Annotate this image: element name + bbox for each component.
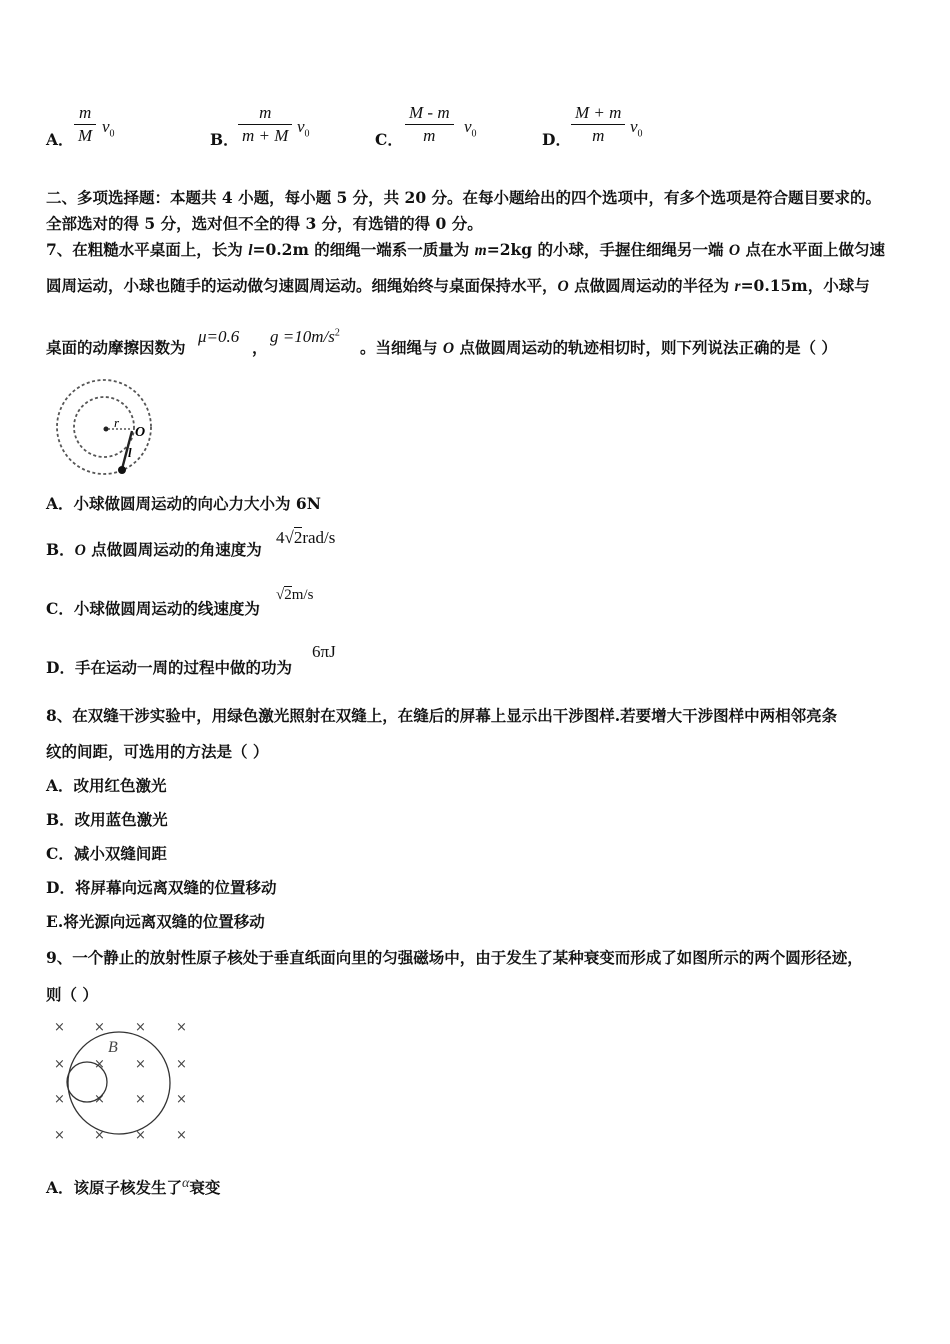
text: A．该原子核发生了 [46,1178,183,1197]
inner-circle [74,397,134,457]
cross-mark: × [54,1057,65,1072]
coef: 4 [276,528,285,547]
q9-field-diagram [48,1015,198,1150]
numerator: M + m [571,102,625,125]
denominator: m [592,126,605,145]
section2-line2: 全部选对的得 5 分，选对但不全的得 3 分，有选错的得 0 分。 [46,214,483,233]
label-O: O [135,425,146,440]
v-symbol: v [102,117,110,136]
g-text: g =10m/s [270,327,335,346]
cross-mark: × [176,1128,187,1143]
numerator: M - m [405,102,454,125]
q6-option-b-fraction [238,102,292,147]
cross-mark: × [54,1128,65,1143]
radicand: 2 [293,528,303,547]
q6-option-b-label[interactable]: B． [210,130,239,149]
var-O: O [74,542,86,559]
q6-option-c-fraction [405,102,454,147]
v-subscript: 0 [304,128,310,140]
label: B． [46,540,75,559]
text: 桌面的动摩擦因数为 [46,338,186,357]
q7-line2 [46,274,870,296]
unit: m/s [291,587,314,603]
q7-circle-diagram [50,375,160,480]
q8-line1: 8、在双缝干涉实验中，用绿色激光照射在双缝上，在缝后的屏幕上显示出干涉图样.若要增大干涉图样中两相邻亮条 [46,706,838,725]
numerator: m [238,102,292,125]
q8-option-b[interactable]: B．改用蓝色激光 [46,810,168,829]
cross-mark: × [176,1020,187,1035]
g-exponent: 2 [334,327,340,339]
text: =0.2m 的细绳一端系一质量为 [252,240,475,259]
small-track [67,1062,107,1102]
cross-mark: × [135,1128,146,1143]
q6-option-a-velocity [102,117,115,139]
q9-line1: 9、一个静止的放射性原子核处于垂直纸面向里的匀强磁场中，由于发生了某种衰变而形成了如图所示的两个圆形径迹， [46,948,863,967]
v-subscript: 0 [109,128,115,140]
label-B: B [108,1039,118,1056]
q7-line3 [46,336,186,358]
q7-option-c-math [276,587,313,604]
q8-option-d[interactable]: D．将屏幕向远离双缝的位置移动 [46,878,277,897]
sqrt-symbol: √ [276,587,285,603]
label-r: r [114,415,120,430]
q7-line1 [46,238,885,260]
v-symbol: v [630,117,638,136]
q7-line3-tail [360,336,837,358]
v-symbol: v [464,117,472,136]
text: 衰变 [189,1178,221,1197]
q7-option-b-math [276,528,335,548]
text: 点在水平面上做匀速 [740,240,885,259]
cross-mark: × [54,1020,65,1035]
q7-option-b[interactable] [46,538,262,560]
center-dot [104,427,109,432]
text: 7、在粗糙水平桌面上，长为 [46,240,249,259]
q7-option-c[interactable]: C．小球做圆周运动的线速度为 [46,599,260,618]
q8-option-e[interactable]: E.将光源向远离双缝的位置移动 [46,912,265,931]
denominator: m + M [242,126,289,145]
unit: rad/s [302,528,336,547]
label-l: l [128,445,132,460]
q6-option-a-fraction [74,102,96,147]
text: =0.15m，小球与 [740,276,870,295]
g-value [270,327,340,347]
q9-option-a[interactable] [46,1176,220,1198]
cross-mark: × [176,1057,187,1072]
v-subscript: 0 [637,128,643,140]
v-symbol: v [297,117,305,136]
cross-mark: × [176,1092,187,1107]
text: 点做圆周运动的角速度为 [85,540,262,559]
field-crosses [54,1020,187,1143]
mu-value: μ=0.6 [198,327,240,346]
q6-option-d-velocity [630,117,643,139]
q6-option-d-label[interactable]: D． [542,130,571,149]
text: 。当细绳与 [360,338,443,357]
q8-line2: 纹的间距，可选用的方法是（ ） [46,742,269,761]
q6-option-c-label[interactable]: C． [375,130,403,149]
q6-option-c-velocity [464,117,477,139]
var-O: O [557,278,569,295]
numerator: m [74,102,96,125]
q7-option-d[interactable]: D．手在运动一周的过程中做的功为 [46,658,292,677]
denominator: M [78,126,93,145]
cross-mark: × [94,1020,105,1035]
radicand: 2 [284,587,292,603]
var-r: r [734,278,741,295]
var-O: O [728,242,741,259]
alpha-symbol: α [182,1176,190,1191]
section2-line1: 二、多项选择题：本题共 4 小题，每小题 5 分，共 20 分。在每小题给出的四个选项中，有多个选项是符合题目要求的。 [46,188,882,207]
var-m: m [474,242,487,259]
cross-mark: × [135,1092,146,1107]
comma: ， [252,338,268,357]
large-track [68,1032,170,1134]
var-O: O [442,340,455,357]
ball [118,466,126,474]
q9-line2: 则（ ） [46,985,98,1004]
q7-option-a[interactable]: A．小球做圆周运动的向心力大小为 6N [46,494,321,513]
denominator: m [423,126,436,145]
q6-option-a-label[interactable]: A． [46,130,74,149]
cross-mark: × [94,1128,105,1143]
q7-option-d-math: 6πJ [312,642,336,661]
q6-option-d-fraction [571,102,625,147]
v-subscript: 0 [471,128,477,140]
q8-option-c[interactable]: C．减小双缝间距 [46,844,167,863]
cross-mark: × [94,1057,105,1072]
var-l: l [248,242,253,259]
cross-mark: × [135,1057,146,1072]
q6-option-b-velocity [297,117,310,139]
text: 点做圆周运动的轨迹相切时，则下列说法正确的是（ ） [454,338,837,357]
text: 点做圆周运动的半径为 [568,276,735,295]
text: =2kg 的小球，手握住细绳另一端 [486,240,729,259]
cross-mark: × [94,1092,105,1107]
q8-option-a[interactable]: A．改用红色激光 [46,776,167,795]
text: 圆周运动，小球也随手的运动做匀速圆周运动。细绳始终与桌面保持水平， [46,276,558,295]
cross-mark: × [54,1092,65,1107]
sqrt-symbol: √ [284,528,294,547]
cross-mark: × [135,1020,146,1035]
